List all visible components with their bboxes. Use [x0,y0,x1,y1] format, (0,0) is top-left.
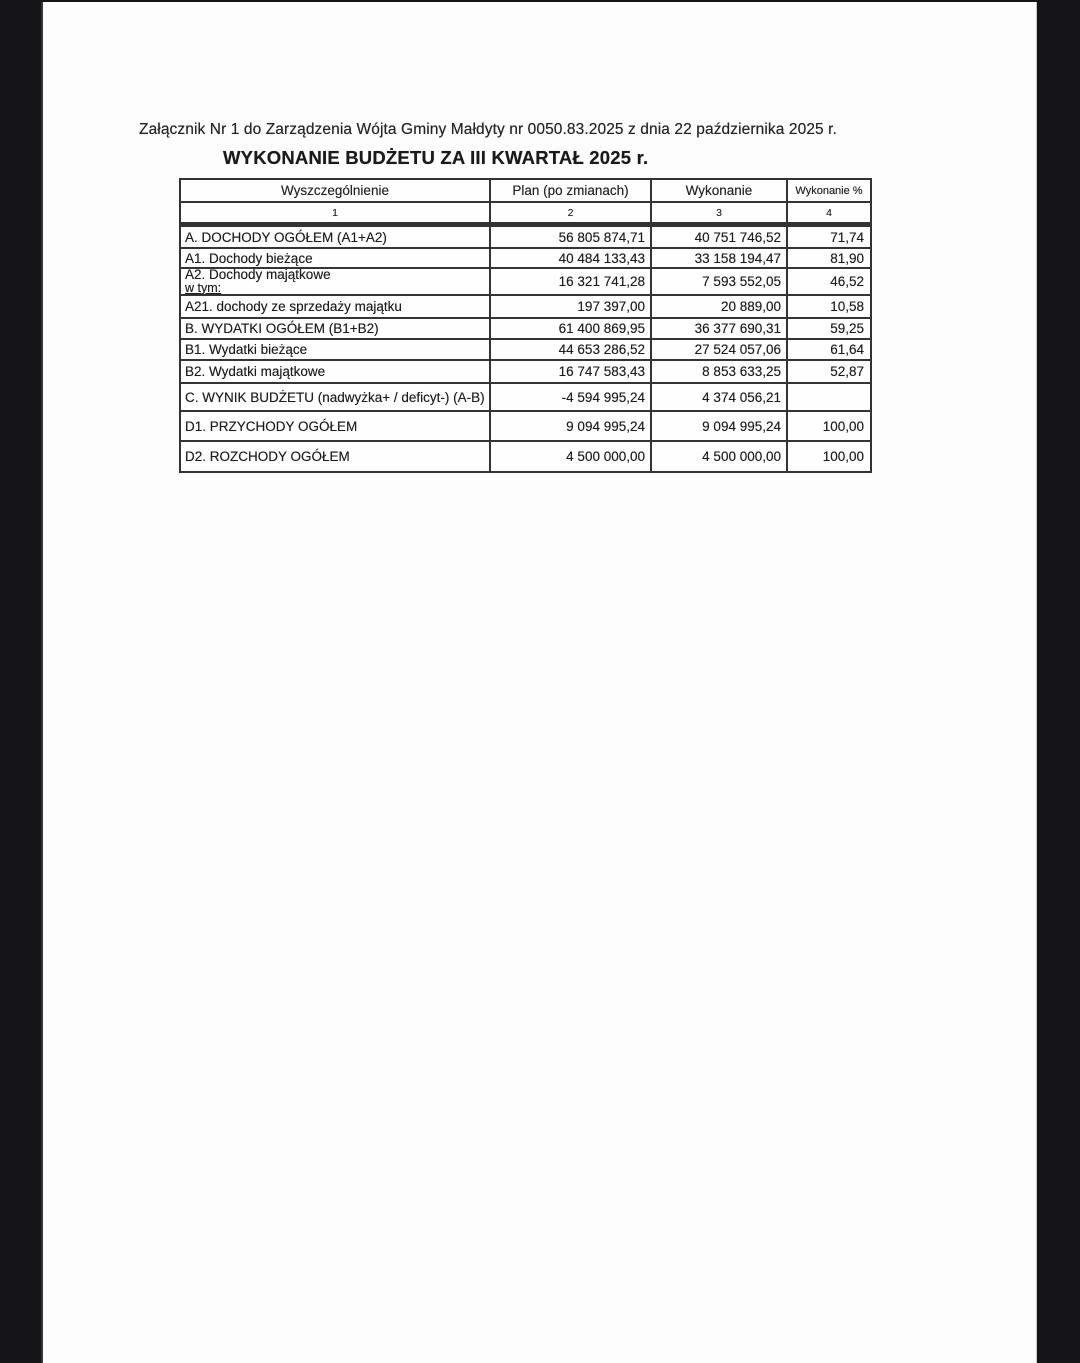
percent-cell: 61,64 [830,342,864,357]
document-page [41,2,1037,1363]
plan-cell: 56 805 874,71 [491,227,652,247]
execution-cell: 4 500 000,00 [652,442,788,471]
percent-cell: 52,87 [830,364,864,379]
execution-cell: 9 094 995,24 [652,412,788,440]
row-label-sub: w tym: [185,280,222,295]
table-header-row [181,180,870,203]
document-title: WYKONANIE BUDŻETU ZA III KWARTAŁ 2025 r. [223,147,649,168]
execution-cell: 33 158 194,47 [652,249,788,267]
percent-cell: 81,90 [830,250,864,266]
row-label: B1. Wydatki bieżące [181,340,491,359]
percent-cell: 71,74 [830,229,864,245]
execution-cell: 7 593 552,05 [652,269,788,294]
column-header-plan: Plan (po zmianach) [491,180,652,201]
table-row-przychody-ogolem [181,412,870,442]
execution-cell: 20 889,00 [652,296,788,317]
table-row-wydatki-majatkowe [181,361,870,384]
column-header-specification: Wyszczególnienie [181,180,491,201]
column-number: 3 [652,203,788,222]
table-row-dochody-majatkowe [181,269,870,296]
row-label: C. WYNIK BUDŻETU (nadwyżka+ / deficyt-) (A-B) [181,384,491,410]
column-number: 4 [826,206,832,219]
plan-cell: 9 094 995,24 [491,412,652,440]
row-label: A1. Dochody bieżące [181,249,491,267]
column-number-row [181,203,870,222]
budget-table [179,178,872,473]
plan-cell: 40 484 133,43 [491,249,652,267]
table-row-wydatki-ogolem [181,319,870,340]
percent-cell: 100,00 [822,418,864,434]
row-label [181,269,491,294]
column-number: 2 [491,203,652,222]
row-label: A. DOCHODY OGÓŁEM (A1+A2) [181,227,491,247]
execution-cell: 36 377 690,31 [652,319,788,338]
table-row-rozchody-ogolem [181,442,870,471]
percent-cell: 46,52 [830,274,864,289]
percent-cell: 59,25 [830,321,864,336]
table-row-dochody-ogolem [181,227,870,249]
row-label: B2. Wydatki majątkowe [181,361,491,382]
row-label-main: A2. Dochody majątkowe [185,267,331,282]
plan-cell: 61 400 869,95 [491,319,652,338]
row-label: A21. dochody ze sprzedaży majątku [181,296,491,317]
plan-cell: 44 653 286,52 [491,340,652,359]
table-row-dochody-sprzedaz [181,296,870,319]
table-row-wydatki-biezace [181,340,870,361]
plan-cell: -4 594 995,24 [491,384,652,410]
column-header-execution-pct: Wykonanie % [795,184,863,197]
execution-cell: 40 751 746,52 [652,227,788,247]
percent-cell [788,384,870,410]
percent-cell: 10,58 [830,299,864,314]
table-row-wynik-budzetu [181,384,870,412]
plan-cell: 197 397,00 [491,296,652,317]
percent-cell: 100,00 [822,449,864,464]
attachment-note: Załącznik Nr 1 do Zarządzenia Wójta Gminy Małdyty nr 0050.83.2025 z dnia 22 października 2025 r. [139,121,837,138]
execution-cell: 27 524 057,06 [652,340,788,359]
table-row-dochody-biezace [181,249,870,269]
row-label: D1. PRZYCHODY OGÓŁEM [181,412,491,440]
execution-cell: 8 853 633,25 [652,361,788,382]
row-label: D2. ROZCHODY OGÓŁEM [181,442,491,471]
execution-cell: 4 374 056,21 [652,384,788,410]
plan-cell: 4 500 000,00 [491,442,652,471]
row-label: B. WYDATKI OGÓŁEM (B1+B2) [181,319,491,338]
column-number: 1 [181,203,491,222]
column-header-execution: Wykonanie [652,180,788,201]
plan-cell: 16 321 741,28 [491,269,652,294]
plan-cell: 16 747 583,43 [491,361,652,382]
